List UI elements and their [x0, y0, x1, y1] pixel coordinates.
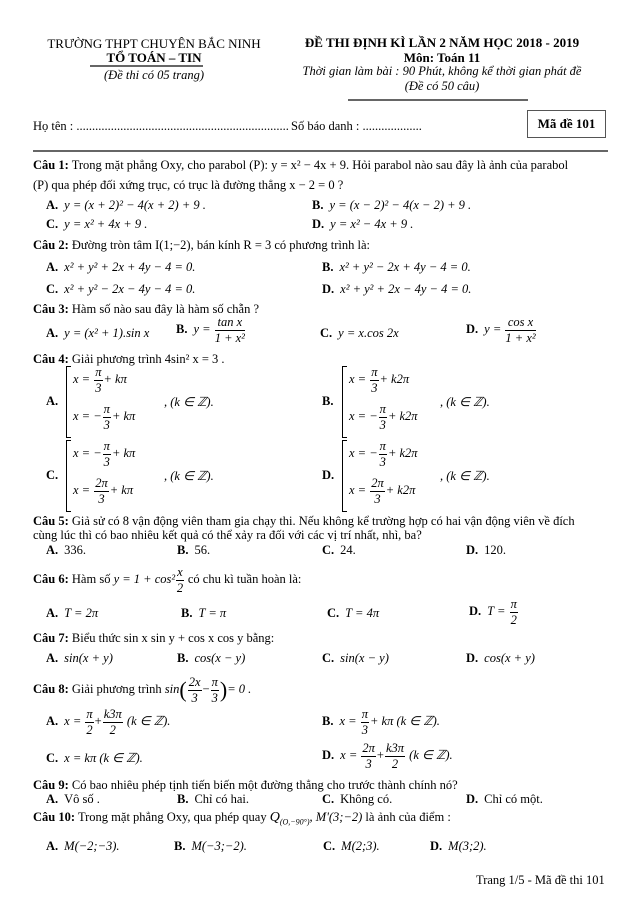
exam-title: ĐỀ THI ĐỊNH KÌ LẦN 2 NĂM HỌC 2018 - 2019	[304, 35, 580, 50]
q10-option-d[interactable]: D. M(3;2).	[430, 839, 487, 853]
q7-option-a[interactable]: A. sin(x + y)	[46, 651, 113, 665]
question-text: Đường tròn tâm I(1;−2), bán kính R = 3 có phương trình là:	[71, 238, 371, 252]
q5-option-b[interactable]: B. 56.	[177, 543, 211, 557]
system-line-1: x = − $\frac{\pi}{3}$ + kπ	[73, 439, 136, 469]
q5-option-d[interactable]: D. 120.	[466, 543, 507, 557]
q4-option-c[interactable]: C. x = − $\frac{\pi}{3}$ + kπ x = $\frac{2\pi}{3}$ + kπ , (k ∈ ℤ).	[46, 440, 286, 512]
exam-code-box: Mã đề 101	[527, 110, 606, 138]
department-underline	[90, 65, 203, 67]
question-text: Hàm số nào sau đây là hàm số chẵn ?	[71, 302, 260, 316]
q9-option-a[interactable]: A. Vô số .	[46, 792, 100, 806]
question-label: Câu 5:	[33, 514, 69, 528]
student-name-field[interactable]: Họ tên : ....................................................................	[33, 119, 289, 133]
q2-option-d[interactable]: D. x² + y² + 2x − 4y − 4 = 0.	[322, 282, 472, 296]
bracket	[66, 366, 71, 438]
question-text: Trong mặt phẳng Oxy, cho parabol (P): y = x² − 4x + 9. Hỏi parabol nào sau đây là ảnh của parabol	[71, 158, 569, 172]
q9-option-b[interactable]: B. Chỉ có hai.	[177, 792, 249, 806]
q2-option-a[interactable]: A. x² + y² + 2x + 4y − 4 = 0.	[46, 260, 196, 274]
q1-option-c[interactable]: C. y = x² + 4x + 9 .	[46, 217, 148, 231]
system-line-2: x = $\frac{2\pi}{3}$ + kπ	[73, 476, 134, 506]
fraction: $\frac{\pi}{2}$	[510, 597, 517, 627]
question-7	[33, 631, 274, 646]
fraction: $\frac{\text{cos x}}{\text{1 + x²}}$	[505, 315, 536, 345]
q2-option-c[interactable]: C. x² + y² − 2x − 4y − 4 = 0.	[46, 282, 196, 296]
question-label: Câu 6:	[33, 571, 69, 586]
school-name: TRƯỜNG THPT CHUYÊN BẮC NINH	[47, 36, 261, 51]
question-label: Câu 1:	[33, 158, 69, 172]
question-label: Câu 10:	[33, 810, 76, 824]
q3-option-c[interactable]: C. y = x.cos 2x	[320, 326, 399, 340]
q3-option-a[interactable]: A. y = (x² + 1).sin x	[46, 326, 150, 340]
section-rule	[33, 150, 608, 152]
q8-option-b[interactable]: B. x = $\frac{\pi}{3}$ + kπ (k ∈ ℤ).	[322, 707, 440, 737]
question-1	[33, 158, 568, 173]
q6-option-b[interactable]: B. T = π	[181, 606, 227, 620]
system-line-2: x = − $\frac{\pi}{3}$ + kπ	[73, 402, 136, 432]
question-label: Câu 7:	[33, 631, 69, 645]
question-5-line2: cùng lúc thì có bao nhiêu kết quả có thể xảy ra đối với các vị trí nhất, nhì, ba?	[33, 528, 422, 542]
bracket	[342, 366, 347, 438]
student-id-field[interactable]: Số báo danh : ...................	[291, 119, 422, 133]
question-label: Câu 2:	[33, 238, 69, 252]
q4-option-a[interactable]: A. x = $\frac{\pi}{3}$ + kπ x = − $\frac{\pi}{3}$ + kπ , (k ∈ ℤ).	[46, 366, 286, 438]
question-label: Câu 9:	[33, 778, 69, 792]
fraction: $\frac{x}{2}$	[176, 565, 184, 595]
q4-option-b[interactable]: B. x = $\frac{\pi}{3}$ + k2π x = − $\frac{\pi}{3}$ + k2π , (k ∈ ℤ).	[322, 366, 562, 438]
page-footer: Trang 1/5 - Mã đề thi 101	[476, 873, 605, 887]
q7-option-c[interactable]: C. sin(x − y)	[322, 651, 389, 665]
question-9	[33, 778, 458, 793]
department-name: TỔ TOÁN – TIN	[106, 50, 202, 65]
q10-option-a[interactable]: A. M(−2;−3).	[46, 839, 120, 853]
question-text: Biểu thức sin x sin y + cos x cos y bằng:	[71, 631, 275, 645]
pages-note: (Đề thi có 05 trang)	[104, 68, 204, 82]
question-2	[33, 238, 370, 253]
q3-option-d[interactable]: D. y = $\frac{\text{cos x}}{\text{1 + x²}}$	[466, 315, 536, 345]
system-line-2: x = − $\frac{\pi}{3}$ + k2π	[349, 402, 418, 432]
question-count: (Đề có 50 câu)	[404, 79, 480, 93]
header-rule	[348, 99, 528, 101]
question-text: Có bao nhiêu phép tịnh tiến biến một đường thẳng cho trước thành chính nó?	[71, 778, 458, 792]
q1-option-b[interactable]: B. y = (x − 2)² − 4(x − 2) + 9 .	[312, 198, 472, 212]
system-line-1: x = − $\frac{\pi}{3}$ + k2π	[349, 439, 418, 469]
bracket	[66, 440, 71, 512]
q8-option-d[interactable]: D. x = $\frac{2\pi}{3}$ + $\frac{k3\pi}{2}$ (k ∈ ℤ).	[322, 741, 453, 771]
question-1-line2: (P) qua phép đối xứng trục, có trục là đường thẳng x − 2 = 0 ?	[33, 178, 344, 192]
system-line-1: x = $\frac{\pi}{3}$ + k2π	[349, 365, 410, 395]
q6-option-c[interactable]: C. T = 4π	[327, 606, 380, 620]
q5-option-c[interactable]: C. 24.	[322, 543, 356, 557]
bracket	[342, 440, 347, 512]
q8-option-a[interactable]: A. x = $\frac{\pi}{2}$ + $\frac{k3\pi}{2}$ (k ∈ ℤ).	[46, 707, 171, 737]
q1-option-d[interactable]: D. y = x² − 4x + 9 .	[312, 217, 414, 231]
q6-option-d[interactable]: D. T = $\frac{\pi}{2}$	[469, 597, 517, 627]
question-8: Câu 8: Giải phương trình sin( $\frac{2x}{3}$ − $\frac{\pi}{3}$ )= 0 .	[33, 675, 252, 705]
question-6: Câu 6: Hàm số y = 1 + cos² $\frac{x}{2}$ có chu kì tuần hoàn là:	[33, 565, 302, 595]
q9-option-d[interactable]: D. Chỉ có một.	[466, 792, 543, 806]
question-10: Câu 10: Trong mặt phẳng Oxy, qua phép quay $Q_{(O,-90^\circ)}$, M'(3;−2) là ảnh của điểm :	[33, 810, 451, 827]
q7-option-b[interactable]: B. cos(x − y)	[177, 651, 246, 665]
question-label: Câu 8:	[33, 681, 69, 696]
q2-option-b[interactable]: B. x² + y² − 2x + 4y − 4 = 0.	[322, 260, 471, 274]
q4-option-d[interactable]: D. x = − $\frac{\pi}{3}$ + k2π x = $\frac{2\pi}{3}$ + k2π , (k ∈ ℤ).	[322, 440, 562, 512]
q6-option-a[interactable]: A. T = 2π	[46, 606, 99, 620]
fraction: $\frac{\text{tan x}}{\text{1 + x²}}$	[214, 315, 245, 345]
question-text: Giải phương trình 4sin² x = 3 .	[71, 352, 225, 366]
q9-option-c[interactable]: C. Không có.	[322, 792, 393, 806]
system-line-1: x = $\frac{\pi}{3}$ + kπ	[73, 365, 127, 395]
q1-option-a[interactable]: A. y = (x + 2)² − 4(x + 2) + 9 .	[46, 198, 206, 212]
q5-option-a[interactable]: A. 336.	[46, 543, 87, 557]
duration: Thời gian làm bài : 90 Phút, không kể thời gian phát đề	[302, 64, 582, 78]
question-label: Câu 3:	[33, 302, 69, 316]
question-4	[33, 352, 225, 367]
question-5	[33, 514, 575, 529]
q3-option-b[interactable]: B. y = $\frac{\text{tan x}}{\text{1 + x²}}$	[176, 315, 245, 345]
system-line-2: x = $\frac{2\pi}{3}$ + k2π	[349, 476, 416, 506]
question-label: Câu 4:	[33, 352, 69, 366]
q8-option-c[interactable]: C. x = kπ (k ∈ ℤ).	[46, 751, 143, 765]
question-text: Giả sử có 8 vận động viên tham gia chạy thi. Nếu không kể trường hợp có hai vận động viên về đích	[71, 514, 575, 528]
q10-option-b[interactable]: B. M(−3;−2).	[174, 839, 247, 853]
q7-option-d[interactable]: D. cos(x + y)	[466, 651, 535, 665]
q10-option-c[interactable]: C. M(2;3).	[323, 839, 380, 853]
subject: Môn: Toán 11	[403, 50, 481, 65]
